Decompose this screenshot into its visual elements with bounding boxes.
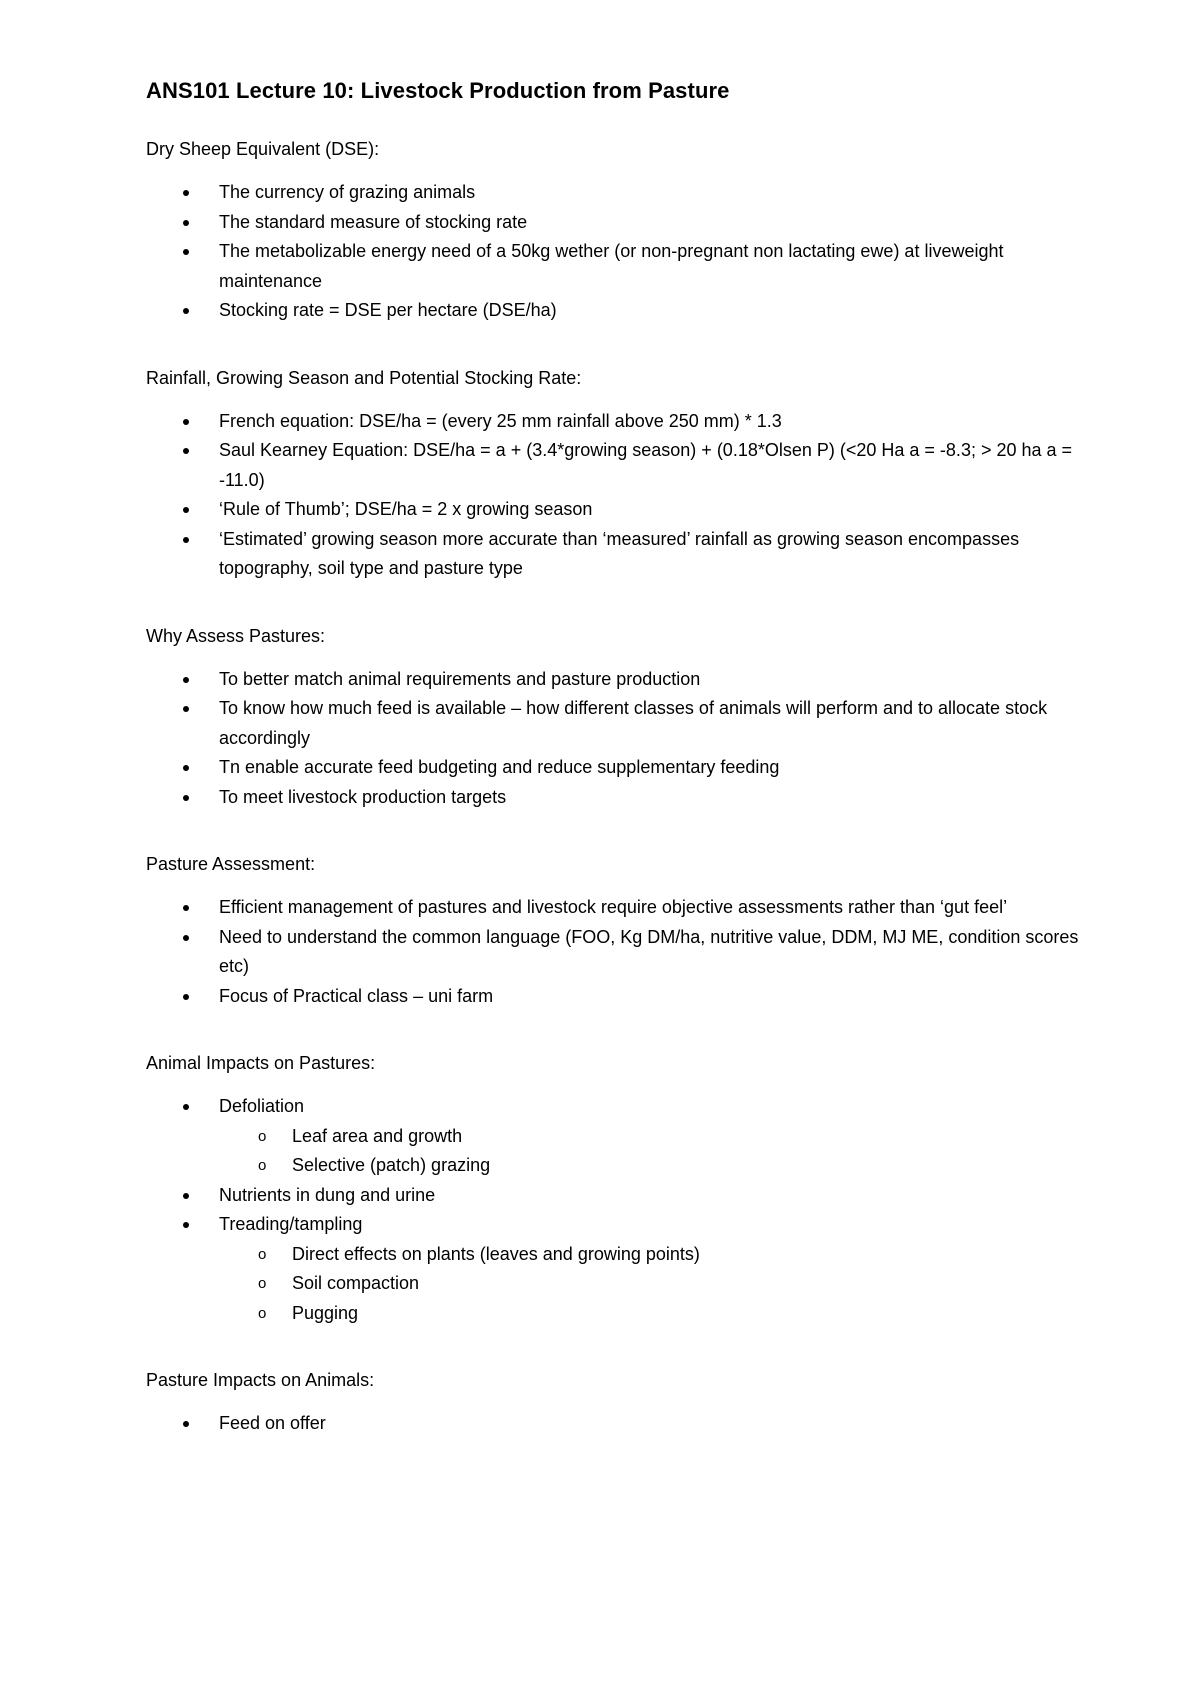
list-item [146, 1181, 1080, 1211]
list-item-text: To know how much feed is available – how different classes of animals will perform and to allocate stock accordingly [219, 698, 1048, 748]
list-item [146, 436, 1080, 495]
section-heading: Pasture Assessment: [146, 854, 316, 874]
section-why-assess [146, 621, 1080, 813]
sub-list-item [219, 1122, 1080, 1152]
sub-list-item [219, 1269, 1080, 1299]
bullet-icon [183, 448, 189, 454]
list-item-text: ‘Estimated’ growing season more accurate than ‘measured’ rainfall as growing season encompasses topography, soil type and pasture type [219, 528, 1020, 578]
bullet-list [146, 1409, 1080, 1439]
sub-list-item-text: Selective (patch) grazing [292, 1155, 491, 1175]
list-item [146, 525, 1080, 584]
section-pasture-impacts [146, 1365, 1080, 1439]
section-rainfall [146, 363, 1080, 584]
list-item [146, 495, 1080, 525]
list-item [146, 982, 1080, 1012]
bullet-icon [183, 308, 189, 314]
bullet-icon [183, 419, 189, 425]
list-item [146, 665, 1080, 695]
sub-list-item-text: Pugging [292, 1302, 359, 1323]
section-heading: Why Assess Pastures: [146, 625, 326, 646]
bullet-icon [183, 537, 189, 543]
sub-bullet-list [219, 1240, 1080, 1329]
bullet-icon [183, 795, 189, 801]
list-item [146, 893, 1080, 923]
sub-list-item-text: Soil compaction [292, 1273, 420, 1293]
bullet-icon [183, 1104, 189, 1110]
list-item-text: To meet livestock production targets [219, 786, 507, 807]
bullet-icon [183, 249, 189, 255]
bullet-list [146, 178, 1080, 326]
list-item-text: French equation: DSE/ha = (every 25 mm rainfall above 250 mm) * 1.3 [219, 410, 782, 431]
section-heading: Animal Impacts on Pastures: [146, 1053, 376, 1073]
bullet-icon [183, 220, 189, 226]
sub-bullet-list [219, 1122, 1080, 1181]
sub-list-item [219, 1240, 1080, 1270]
list-item-text: Focus of Practical class – uni farm [219, 985, 494, 1006]
sub-list-item-text: Leaf area and growth [292, 1125, 463, 1146]
list-item-text: Saul Kearney Equation: DSE/ha = a + (3.4*growing season) + (0.18*Olsen P) (<20 Ha a = -8.3; > 20 ha a = -11.0) [219, 440, 1073, 490]
list-item-text: Need to understand the common language (FOO, Kg DM/ha, nutritive value, DDM, MJ ME, condition scores etc) [219, 926, 1079, 976]
sub-bullet-icon: o [258, 1275, 267, 1292]
bullet-icon [183, 507, 189, 513]
bullet-icon [183, 677, 189, 683]
list-item [146, 178, 1080, 208]
list-item [146, 1409, 1080, 1439]
bullet-icon [183, 935, 189, 941]
list-item-text: ‘Rule of Thumb’; DSE/ha = 2 x growing season [219, 499, 593, 519]
bullet-list [146, 893, 1080, 1011]
list-item [146, 1210, 1080, 1328]
list-item [146, 753, 1080, 783]
list-item [146, 237, 1080, 296]
list-item-text: Feed on offer [219, 1413, 326, 1433]
bullet-icon [183, 1421, 189, 1427]
bullet-icon [183, 190, 189, 196]
section-heading: Dry Sheep Equivalent (DSE): [146, 139, 380, 159]
list-item-text: Treading/tampling [219, 1214, 363, 1234]
page-title: ANS101 Lecture 10: Livestock Production from Pasture [146, 78, 730, 103]
list-item-text: Efficient management of pastures and livestock require objective assessments rather than ‘gut feel’ [219, 897, 1008, 917]
bullet-icon [183, 765, 189, 771]
list-item [146, 923, 1080, 982]
list-item-text: The standard measure of stocking rate [219, 211, 528, 232]
sub-list-item [219, 1299, 1080, 1329]
section-heading: Pasture Impacts on Animals: [146, 1370, 375, 1390]
list-item-text: Defoliation [219, 1096, 305, 1116]
section-pasture-assessment [146, 849, 1080, 1011]
sub-bullet-icon: o [258, 1245, 267, 1263]
list-item [146, 694, 1080, 753]
sub-bullet-icon: o [258, 1127, 267, 1145]
list-item [146, 296, 1080, 326]
list-item-text: Tn enable accurate feed budgeting and reduce supplementary feeding [219, 757, 780, 777]
list-item-text: Nutrients in dung and urine [219, 1184, 436, 1205]
section-animal-impacts [146, 1048, 1080, 1328]
list-item-text: Stocking rate = DSE per hectare (DSE/ha) [219, 300, 557, 320]
bullet-icon [183, 1193, 189, 1199]
section-dse [146, 134, 1080, 326]
list-item-text: The currency of grazing animals [219, 182, 476, 202]
section-heading: Rainfall, Growing Season and Potential Stocking Rate: [146, 367, 582, 388]
bullet-list [146, 407, 1080, 584]
bullet-list [146, 665, 1080, 813]
list-item-text: The metabolizable energy need of a 50kg wether (or non-pregnant non lactating ewe) at liveweight maintenance [219, 241, 1004, 291]
bullet-icon [183, 994, 189, 1000]
list-item-text: To better match animal requirements and pasture production [219, 668, 701, 689]
bullet-icon [183, 1222, 189, 1228]
list-item [146, 208, 1080, 238]
sub-bullet-icon: o [258, 1157, 267, 1174]
bullet-icon [183, 706, 189, 712]
list-item [146, 783, 1080, 813]
bullet-icon [183, 905, 189, 911]
bullet-list [146, 1092, 1080, 1328]
sub-bullet-icon: o [258, 1304, 267, 1322]
sub-list-item [219, 1151, 1080, 1181]
sub-list-item-text: Direct effects on plants (leaves and growing points) [292, 1243, 700, 1264]
list-item [146, 407, 1080, 437]
list-item [146, 1092, 1080, 1181]
